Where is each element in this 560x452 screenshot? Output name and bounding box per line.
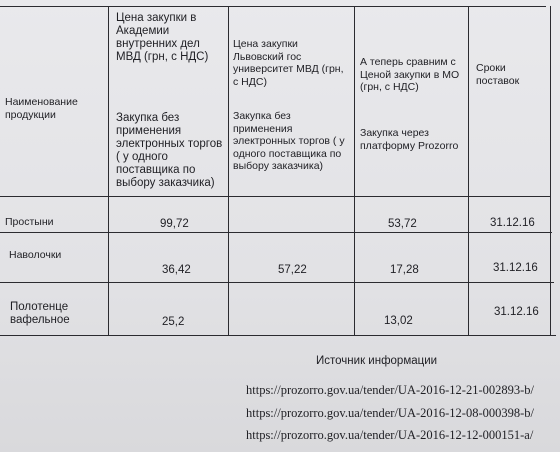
source-link-2[interactable]: https://prozorro.gov.ua/tender/UA-2016-12-08-000398-b/: [246, 406, 535, 420]
table-right-border: [550, 6, 551, 335]
row1-academy-price: 99,72: [160, 218, 189, 230]
row2-lviv-price: 57,22: [278, 264, 307, 276]
row3-academy-price: 25,2: [162, 316, 185, 328]
row2-name: Наволочки: [9, 249, 62, 261]
header-mo-price: А теперь сравним с Ценой закупки в МО (грн, с НДС): [360, 56, 460, 93]
row1-bottom-border: [0, 232, 552, 233]
row2-delivery-term: 31.12.16: [493, 262, 538, 274]
header-lviv-price: Цена закупки Львовский гос университет МВД (грн, с НДС): [233, 38, 344, 88]
row2-mo-price: 17,28: [390, 264, 419, 276]
source-link-3[interactable]: https://prozorro.gov.ua/tender/UA-2016-12-12-000151-a/: [246, 428, 534, 442]
header-mo-note: Закупка через платформу Prozorro: [360, 127, 459, 152]
row3-name: Полотенце вафельное: [10, 301, 70, 326]
table-top-border: [0, 6, 546, 7]
header-product-name: Наименование продукции: [5, 96, 78, 121]
col-divider-3: [354, 6, 355, 335]
header-delivery-terms: Сроки поставок: [476, 62, 520, 87]
row1-delivery-term: 31.12.16: [490, 217, 535, 229]
col-divider-1: [108, 6, 109, 335]
header-academy-note: Закупка без применения электронных торгов ( у одного поставщика по выбору заказчика): [116, 112, 223, 189]
sources-title: Источник информации: [316, 355, 438, 367]
col-divider-2: [228, 6, 229, 335]
source-link-1[interactable]: https://prozorro.gov.ua/tender/UA-2016-12-21-002893-b/: [246, 383, 535, 397]
row2-academy-price: 36,42: [162, 264, 191, 276]
row3-delivery-term: 31.12.16: [494, 306, 539, 318]
header-academy-price: Цена закупки в Академии внутренних дел МВД (грн, с НДС): [116, 12, 209, 63]
row1-mo-price: 53,72: [388, 218, 417, 230]
row1-name: Простыни: [5, 216, 54, 228]
row3-mo-price: 13,02: [384, 315, 413, 327]
col-divider-4: [468, 6, 469, 335]
table-bottom-border: [0, 335, 556, 336]
header-lviv-note: Закупка без применения электронных торгов ( у одного поставщика по выбору заказчика): [233, 110, 345, 172]
row2-bottom-border: [0, 282, 554, 283]
